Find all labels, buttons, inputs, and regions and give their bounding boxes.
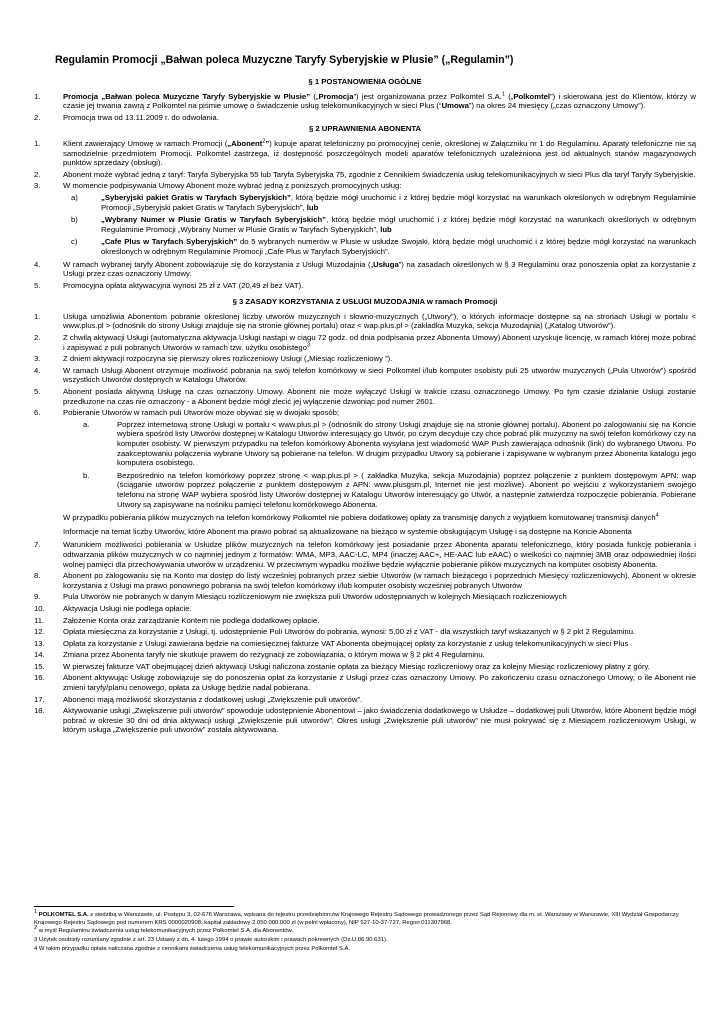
s3-item-9: [34, 592, 696, 602]
s3-item-18: [34, 706, 696, 735]
s3-item-2: [34, 333, 696, 352]
text: ”) na okres 24 miesięcy („czas oznaczony Umowy”).: [468, 101, 646, 111]
text: w myśl Regulaminu świadczenia usług telekomunikacyjnych przez Polkomtel S.A. dla Abonentów.: [37, 928, 294, 935]
text: Pobieranie Utworów w ramach puli Utworów może obywać się w dwojaki sposób;: [63, 408, 340, 418]
item-number: 2.: [34, 112, 41, 122]
s3-item-3: [34, 354, 696, 364]
footnote-number: 1: [34, 909, 38, 916]
s3-item-11: [34, 616, 696, 626]
s3-item-16: [34, 673, 696, 692]
text: Założenie Konta oraz zarządzanie Kontem nie podlega dodatkowej opłacie.: [63, 615, 320, 625]
company-name: POLKOMTEL S.A.: [38, 912, 89, 918]
item-number: 5.: [34, 280, 41, 290]
term: Polkomtel: [513, 91, 551, 101]
s3-item-14: [34, 650, 696, 660]
text: W ramach Usługi Abonent otrzymuje możliwość pobrania na swój telefon komórkowy w sieci Polkomtel i/lub komputer osobisty puli 25 utworów muzycznych („Pula Utworów”) spośród wszystkich Utworów dostępnych w Katalogu Utworów.: [63, 365, 696, 385]
text: Opłata miesięczna za korzystanie z Usługi, tj. udostępnienie Puli Utworów do pobrania, wynosi: 5,00 zł z VAT - dla wszystkich taryf wskazanych w § 2 pkt 2 Regulaminu.: [63, 627, 636, 637]
footnotes: [34, 909, 696, 955]
term: „Abonent: [227, 138, 263, 148]
item-number: 17.: [34, 694, 45, 704]
footnote-ref: 4: [655, 512, 659, 519]
s2-item-3-b: [71, 215, 696, 234]
text: Z dniem aktywacji rozpoczyna się pierwszy okres rozliczeniowy Usługi („Miesiąc rozliczeniowy ”).: [63, 354, 393, 364]
section-2-heading: § 2 UPRAWNIENIA ABONENTA: [308, 124, 422, 134]
text: Promocyjna opłata aktywacyjna wynosi 25 zł z VAT (20,49 zł bez VAT).: [63, 280, 304, 290]
s1-item-2: [34, 113, 696, 123]
footnote-3: 3 Użytek osobisty rozumiany zgodnie z art. 23 Ustawy z dn. 4. lutego 1994 o prawie autorskim i prawach pokrewnych (Dz.U.06.90.631).: [34, 937, 388, 944]
text: („: [504, 91, 514, 101]
text: , którą będzie mógł uruchomić i z której będzie mógł korzystać na warunkach określonych w odrębnym Regulaminie Promocji „Wybrany Numer w Plusie Gratis w Taryfach Syberyjskich”,: [101, 215, 697, 234]
section-1-heading: § 1 POSTANOWIENIA OGÓLNE: [308, 77, 422, 86]
s3-item-6-note-1: [34, 513, 696, 523]
text: Abonent po zalogowaniu się na Konto ma dostęp do listy wcześniej pobranych przez siebie Utworów (w ramach bieżącego i poprzednich Miesięcy rozliczeniowych). Abonent w okresie korzystania z Usługi ma prawo ponownego pobrania na swój telefon komórkowy i/lub komputer osobisty wcześniej pobranych Utworów: [63, 571, 696, 590]
text: Aktywowanie usługi „Zwiększenie puli utworów” spowoduje udostępnienie Abonentowi – jako świadczenia dodatkowego w Usłudze – dodatkowej puli Utworów, które Abonent będzie mógł pobrać w okresie 30 dni od dnia aktywacji usługi „Zwiększenie puli utworów”. Okres usługi „Zwiększenie puli utworów” nie musi pokrywać się z Miesiącem rozliczeniowym Usługi, w którym usługa „Zwiększenie puli utworów” została aktywowana.: [63, 706, 696, 735]
text: Poprzez internetową stronę Usługi w portalu < www.plus.pl > (odnośnik do strony Usługi znajduje się na stronie głównej portalu). Abonent po zalogowaniu się na Koncie wybiera spośród listy Utworów dostępnej w Katalogu Utworów interesujący go Utwór, po czym decyduje czy chce pobrać plik muzyczny na swój telefon komórkowy czy na komputer osobisty. W pierwszym przypadku na telefon komórkowy Abonenta wysyłana jest wiadomość WAP Push zawierająca odnośnik (link) do wybranego Utworu. Po zaakceptowaniu połączenia wybrane Utwory są pobierane na telefon. W drugim przypadku Utwory są pobierane i zapisywane w wybranym przez Abonenta katalogu jego komputera osobistego.: [117, 419, 696, 468]
text: Z chwilą aktywacji Usługi (automatyczna aktywacja Usługi nastąpi w ciągu 72 godz. od dnia podpisania przez Abonenta Umowy) Abonent uzyskuje licencję, w ramach której może pobrać i zapisywać z puli pobranych Utworów w ramach tzw. użytku osobistego: [63, 333, 696, 352]
text: Warunkiem możliwości pobierania w Usłudze plików muzycznych na telefon komórkowy jest posiadanie przez Abonenta aparatu telefonicznego, który posiada funkcję pobierania i odtwarzania plików muzycznych w co najmniej jednym z formatów: WMA, MP3, AAC-LC, MP4 (inaczej AAC+, HE-AAC lub eAAC) o wielkości co najmniej 3MB oraz odpowiedniej ilości wolnej pamięci dla przechowywania utworów w urządzeniu. W przeciwnym wypadku możliwe będzie wyłącznie pobieranie plików muzycznych na komputer osobisty Abonenta.: [63, 540, 696, 569]
item-number: 9.: [34, 592, 41, 602]
document-body: [34, 75, 696, 737]
text: z siedzibą w Warszawie, ul. Postępu 3, 02-676 Warszawa, wpisana do rejestru przedsiębiorców Krajowego Rejestru Sądowego prowadzonego przez Sąd Rejonowy dla m. st. Warszawy w Warszawie, XIII Wydział Gospodarczy Krajowego Rejestru Sądowego pod numerem KRS 0000020908, kapitał zakładowy 2.050.000.000 zł (w pełni wpłacony), NIP 527-10-37-727, Regon 011307968.: [34, 912, 679, 926]
text: („: [310, 91, 319, 101]
s3-item-5: [34, 387, 696, 406]
section-3-heading: § 3 ZASADY KORZYSTANIA Z USŁUGI MUZODAJNIA w ramach Promocji: [232, 297, 498, 307]
s2-item-3-a: [71, 193, 696, 212]
footnote-number: 2: [34, 925, 38, 932]
item-number: 16.: [34, 673, 45, 683]
term: lub: [380, 224, 392, 234]
item-number: 3.: [34, 354, 41, 364]
item-number: 4.: [34, 365, 41, 375]
footnote-ref: 2: [262, 138, 266, 145]
text: Zmiana przez Abonenta taryfy nie skutkuje prawem do rezygnacji ze zobowiązania, o którym mowa w § 2 pkt 4 Regulaminu.: [63, 650, 485, 660]
item-number: 2.: [34, 333, 41, 343]
sub-item-letter: a): [71, 192, 78, 202]
sub-item-letter: b.: [83, 470, 90, 480]
item-number: 5.: [34, 387, 41, 397]
s3-item-10: [34, 604, 696, 614]
term: Umowa: [441, 101, 469, 111]
item-number: 12.: [34, 627, 45, 637]
s2-item-2: [34, 170, 696, 180]
item-number: 1.: [34, 91, 41, 101]
text: Opłata za korzystanie z Usługi zawierana będzie na comiesięcznej fakturze VAT Abonenta obejmującej opłaty za korzystanie z usług telekomunikacyjnych w sieci Plus: [63, 638, 629, 648]
s1-item-1: [34, 92, 696, 111]
sub-item-letter: b): [71, 215, 78, 225]
s3-item-15: [34, 662, 696, 672]
term: „Cafe Plus w Taryfach Syberyjskich”: [101, 237, 238, 247]
promo-name: Promocja „Bałwan poleca Muzyczne Taryfy Syberyjskie w Plusie”: [63, 91, 311, 101]
term: lub: [306, 202, 319, 212]
item-number: 6.: [34, 408, 41, 418]
s2-item-3: [34, 181, 696, 191]
footnote-separator: [34, 906, 234, 907]
term: „Syberyjski pakiet Gratis w Taryfach Syberyjskich”: [101, 192, 291, 202]
text: Bezpośrednio na telefon komórkowy poprzez stronę < wap.plus.pl > ( zakładka Muzyka, sekcja Muzodajnia) poprzez połączenie z punktem dostępowym APN: wap (ściąganie utworów poprzez połączenie z punktem dostępowym z APN: www.plusgsm.pl, Internet nie jest możliwe). Abonent po wejściu z wykorzystaniem swojego telefonu na stronę WAP wybiera spośród listy Utworów dostępnej w Katalogu Utworów interesujący go Utwór, a następnie zatwierdza rozpoczęcie pobierania. Pobierane Utwory są zapisywane na nośniku pamięci telefonu komórkowego Abonenta.: [117, 470, 696, 509]
s2-item-1: [34, 139, 696, 168]
item-number: 10.: [34, 603, 45, 613]
document-title: Regulamin Promocji „Bałwan poleca Muzyczne Taryfy Syberyjskie w Plusie” („Regulamin”): [55, 54, 514, 66]
term: Usługa: [373, 259, 399, 269]
term: Promocja: [318, 91, 354, 101]
s2-item-3-c: [71, 237, 696, 256]
item-number: 1.: [34, 138, 41, 148]
text: ”) na zasadach określonych w § 3 Regulaminu oraz ponoszenia opłat za korzystanie z Usługi przez czas oznaczony Umowy.: [63, 259, 696, 279]
text: Abonent może wybrać jedną z taryf: Taryfa Syberyjska 55 lub Taryfa Syberyjska 75, zgodnie z Cennikiem świadczenia usług telekomunikacyjnych w sieci Plus dla taryf Taryfy Syberyjskie.: [63, 169, 696, 179]
item-number: 4.: [34, 259, 41, 269]
s3-item-8: [34, 571, 696, 590]
text: ”) i skierowana jest do Klientów, którzy w czasie jej trwania zawrą z Polkomtel na piśmie umowę o świadczenie usług telekomunikacyjnych w sieci Plus (“: [63, 91, 696, 111]
s3-item-1: [34, 312, 696, 331]
item-number: 14.: [34, 650, 45, 660]
s3-item-6: [34, 408, 696, 418]
text: , którą będzie mógł uruchomić i z której będzie mógł korzystać na warunkach określonych w odrębnym Regulaminie Promocji „Syberyjski pakiet Gratis w Taryfach Syberyjskich”,: [101, 192, 697, 212]
text: do 5 wybranych numerów w Plusie w usłudze Swojaki, którą będzie mógł uruchomić i z której będzie mógł korzystać na warunkach określonych w odrębnym Regulaminie Promocji „Cafe Plus w Taryfach Syberyjskich”.: [101, 237, 696, 256]
s3-item-6-b: [83, 471, 696, 509]
text: Aktywacja Usługi nie podlega opłacie.: [63, 603, 192, 613]
text: ”) jest organizowana przez Polkomtel S.A.: [353, 91, 502, 101]
item-number: 15.: [34, 661, 45, 671]
s3-item-17: [34, 695, 696, 705]
text: Abonent posiada aktywną Usługę na czas oznaczony Umowy. Abonent nie może wyłączyć Usługi w trakcie czasu oznaczonego Umowy. Po tym czasie działanie Usługi zostanie przedłużone na czas nie oznaczony - a Abonent będzie mógł zlecić jej wyłączenie dzwoniąc pod numer 2601.: [63, 387, 696, 406]
item-number: 18.: [34, 706, 45, 716]
footnote-1: [34, 909, 696, 927]
item-number: 8.: [34, 571, 41, 581]
text: Abonent aktywując Usługę zobowiązuje się do ponoszenia opłat za korzystanie z Usługi przez czas oznaczony Umowy. Po zakończeniu czasu oznaczonego Umowy, o ile Abonent nie zmieni taryfy/planu cenowego, opłata za Usługę będzie nadal pobierana.: [63, 673, 696, 693]
text: Pula Utworów nie pobranych w danym Miesiącu rozliczeniowym nie zwiększa puli Utworów udostępnianych w kolejnych Miesiącach rozliczeniowych: [63, 592, 567, 602]
text: Klient zawierający Umowę w ramach Promocji (: [63, 138, 228, 148]
sub-item-letter: a.: [83, 419, 90, 429]
item-number: 3.: [34, 181, 41, 191]
s3-item-12: [34, 627, 696, 637]
text: Promocja trwa od 13.11.2009 r. do odwołania.: [63, 112, 219, 122]
text: Abonenci mają możliwość skorzystania z dodatkowej usługi „Zwiększenie puli utworów”.: [63, 694, 363, 704]
text: Usługa umożliwia Abonentom pobranie określonej liczby utworów muzycznych i słowno-muzycznych („Utwory”), o których informacje dostępne są na stronach Usługi w portalu < www.plus.pl > (odnośnik do strony Usługi znajduje się na stronie głównej portalu) oraz < wap.plus.pl > (zakładka Muzyka, sekcja Muzodajnia) („Katalog Utworów”).: [63, 311, 696, 331]
footnote-4: 4 W takim przypadku opłata naliczana zgodnie z cennikami świadczenia usług telekomunikacyjnych przez Polkomtel S.A.: [34, 945, 350, 952]
text: W momencie podpisywania Umowy Abonent może wybrać jedną z poniższych promocyjnych usług:: [63, 181, 402, 191]
footnote-ref: 1: [501, 91, 505, 98]
text: W przypadku pobierania plików muzycznych na telefon komórkowy Polkomtel nie pobiera dodatkowej opłaty za transmisję danych z wyjątkiem komutowanej transmisji danych: [63, 513, 656, 523]
item-number: 13.: [34, 638, 45, 648]
s3-item-4: [34, 366, 696, 385]
s2-item-4: [34, 260, 696, 279]
footnote-ref: 3: [306, 342, 311, 349]
s2-item-5: [34, 281, 696, 291]
s3-item-6-a: [83, 420, 696, 468]
s3-item-6-note-2: Informacje na temat liczby Utworów, które Abonent ma prawo pobrać są aktualizowane na bieżąco w systemie obsługującym Usługę i są dostępne na Koncie Abonenta: [63, 526, 632, 536]
footnote-2: [34, 925, 696, 936]
text: W ramach wybranej taryfy Abonent zobowiązuje się do korzystania z Usługi Muzodajnia („: [63, 259, 374, 269]
s3-item-7: [34, 540, 696, 569]
item-number: 1.: [34, 311, 41, 321]
item-number: 7.: [34, 540, 41, 550]
sub-item-letter: c): [71, 237, 78, 247]
item-number: 2.: [34, 169, 41, 179]
term: „Wybrany Numer w Plusie Gratis w Taryfach Syberyjskich”: [101, 215, 327, 225]
item-number: 11.: [34, 615, 45, 625]
text: W pierwszej fakturze VAT obejmującej dzień aktywacji Usługi naliczona zostanie opłata za bieżący Miesiąc rozliczeniowy oraz za kolejny Miesiąc rozliczeniowy płatny z góry.: [63, 661, 650, 671]
term: ”: [265, 138, 270, 148]
s3-item-13: [34, 639, 696, 649]
text: ) kupuje aparat telefoniczny po promocyjnej cenie, określonej w Załączniku nr 1 do Regulaminu. Aparaty telefoniczne nie są samodzielnie przedmiotem Promocji. Polkomtel zastrzega, iż dostępność poszczególnych modeli aparatów telefonicznych uzależniona jest od aktualnych stanów magazynowych punktów sprzedaży (obsługi).: [63, 138, 696, 168]
